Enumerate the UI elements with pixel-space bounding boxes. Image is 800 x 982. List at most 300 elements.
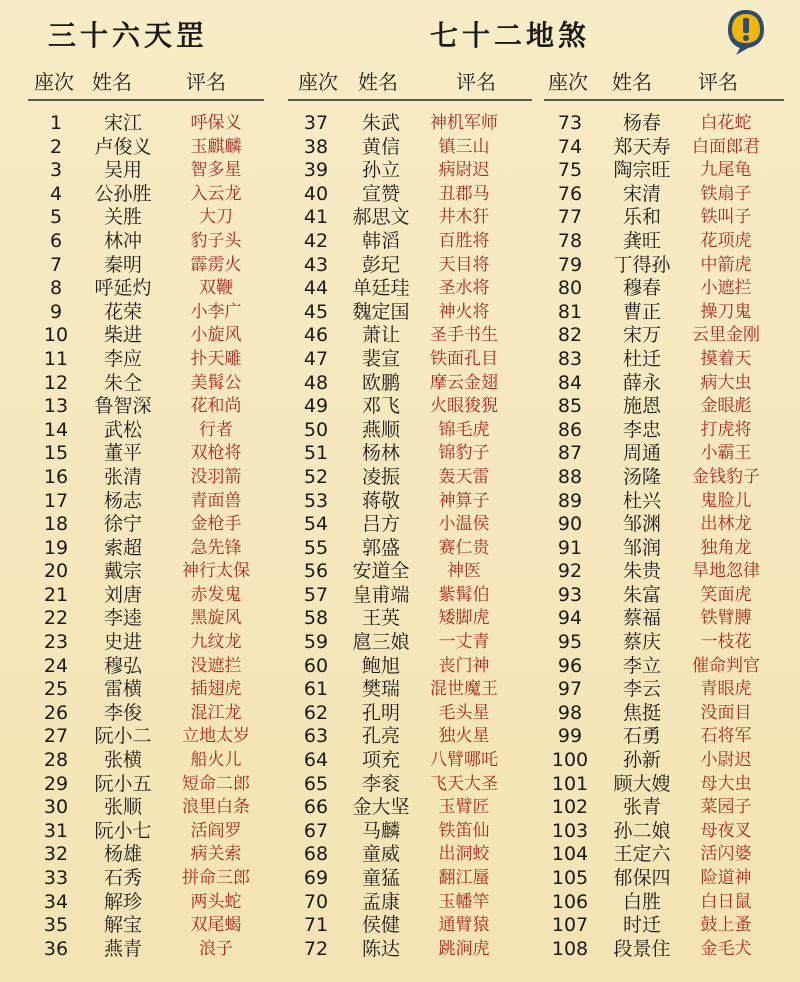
hero-nickname: 双尾蝎	[190, 915, 242, 936]
hero-nickname: 双鞭	[199, 278, 233, 299]
hero-name: 郝思文	[352, 206, 410, 229]
seat-number: 19	[43, 536, 69, 559]
column-header	[28, 62, 264, 100]
hero-name: 刘唐	[103, 583, 142, 606]
hero-nickname: 独火星	[438, 726, 490, 747]
hero-nickname: 白面郎君	[692, 136, 760, 157]
seat-number: 97	[557, 678, 583, 701]
table-row	[288, 159, 532, 183]
table-row	[28, 301, 264, 325]
hero-name: 凌振	[361, 465, 400, 488]
hero-name: 关胜	[103, 206, 142, 229]
hero-name: 项充	[361, 749, 400, 772]
hero-nickname: 险道神	[700, 868, 752, 888]
table-row	[28, 749, 264, 773]
hero-name: 朱仝	[103, 371, 142, 394]
seat-number: 92	[557, 560, 583, 583]
seat-number: 14	[43, 418, 69, 441]
hero-name: 解宝	[103, 914, 142, 937]
header-name: 姓名	[612, 70, 652, 94]
hero-nickname: 锦毛虎	[438, 419, 490, 440]
hero-nickname: 出林龙	[700, 514, 752, 535]
seat-number: 100	[551, 749, 589, 772]
table-row	[28, 112, 264, 136]
table-row	[28, 183, 264, 207]
hero-name: 周通	[622, 442, 661, 465]
hero-name: 公孙胜	[94, 182, 152, 205]
hero-name: 张横	[103, 749, 142, 772]
seat-number: 87	[557, 442, 583, 465]
table-row	[288, 773, 532, 797]
hero-nickname: 呼保义	[190, 113, 242, 133]
hero-nickname: 圣手书生	[430, 325, 498, 346]
hero-nickname: 天目将	[438, 254, 490, 275]
table-row	[544, 796, 784, 820]
hero-nickname: 金毛犬	[700, 938, 752, 959]
seat-number: 53	[303, 489, 329, 512]
column-tiangang	[28, 62, 264, 961]
hero-nickname: 打虎将	[700, 419, 752, 440]
hero-name: 王英	[361, 607, 400, 630]
hero-nickname: 翻江蜃	[438, 868, 490, 888]
seat-number: 65	[303, 772, 329, 795]
table-row	[288, 206, 532, 230]
hero-name: 朱武	[361, 112, 400, 134]
hero-nickname: 立地太岁	[182, 726, 250, 747]
hero-nickname: 美髯公	[190, 372, 242, 393]
seat-number: 5	[49, 206, 63, 229]
hero-name: 张清	[103, 465, 142, 488]
hero-name: 李云	[622, 678, 661, 701]
rows	[288, 112, 532, 961]
table-row	[544, 230, 784, 254]
hero-nickname: 锦豹子	[438, 443, 490, 464]
seat-number: 27	[43, 725, 69, 748]
hero-name: 孔明	[361, 701, 400, 724]
table-row	[544, 914, 784, 938]
table-row	[28, 159, 264, 183]
seat-number: 95	[557, 631, 583, 654]
table-row	[544, 584, 784, 608]
hero-nickname: 金枪手	[190, 514, 242, 535]
column-disha-1	[288, 62, 532, 961]
hero-nickname: 轰天雷	[438, 466, 490, 487]
column-header	[288, 62, 532, 100]
seat-number: 3	[49, 159, 63, 182]
table-row	[544, 183, 784, 207]
hero-nickname: 黑旋风	[190, 608, 242, 629]
seat-number: 20	[43, 560, 69, 583]
seat-number: 13	[43, 395, 69, 418]
hero-nickname: 神机军师	[430, 113, 498, 133]
hero-name: 孟康	[361, 890, 400, 913]
hero-nickname: 出洞蛟	[438, 844, 490, 865]
hero-nickname: 毛头星	[438, 702, 490, 723]
table-row	[288, 112, 532, 136]
seat-number: 58	[303, 607, 329, 630]
hero-name: 呼延灼	[94, 277, 152, 300]
seat-number: 74	[557, 135, 583, 158]
hero-nickname: 活闪婆	[700, 844, 752, 865]
hero-nickname: 紫髯伯	[438, 584, 490, 605]
table-row	[544, 513, 784, 537]
table-row	[544, 277, 784, 301]
seat-number: 81	[557, 300, 583, 323]
table-row	[288, 277, 532, 301]
hero-nickname: 通臂猿	[438, 915, 490, 936]
hero-name: 陶宗旺	[613, 159, 671, 182]
hero-name: 邹润	[622, 536, 661, 559]
hero-nickname: 扑天雕	[190, 348, 242, 369]
seat-number: 79	[557, 253, 583, 276]
table-row	[28, 419, 264, 443]
table-row	[28, 843, 264, 867]
table-row	[28, 796, 264, 820]
hero-nickname: 青面兽	[190, 490, 242, 511]
hero-name: 鲍旭	[361, 654, 400, 677]
hero-name: 乐和	[622, 206, 661, 229]
seat-number: 98	[557, 701, 583, 724]
hero-nickname: 旱地忽律	[692, 561, 760, 582]
hero-nickname: 母大虫	[700, 773, 752, 794]
seat-number: 70	[303, 890, 329, 913]
hero-nickname: 双枪将	[190, 443, 242, 464]
hero-name: 杨志	[103, 489, 142, 512]
hero-nickname: 神火将	[438, 301, 490, 322]
hero-nickname: 白日鼠	[700, 891, 752, 912]
table-row	[288, 348, 532, 372]
table-row	[544, 820, 784, 844]
table-row	[288, 702, 532, 726]
seat-number: 40	[303, 182, 329, 205]
hero-nickname: 白花蛇	[700, 113, 752, 133]
table-row	[544, 466, 784, 490]
hero-name: 杨雄	[103, 843, 142, 866]
hero-name: 石秀	[103, 867, 142, 889]
hero-nickname: 一枝花	[700, 632, 752, 653]
hero-nickname: 病尉迟	[438, 160, 490, 181]
hero-name: 彭玘	[361, 253, 400, 276]
table-row	[544, 395, 784, 419]
hero-nickname: 浪子	[199, 938, 233, 959]
hero-name: 武松	[103, 418, 142, 441]
table-row	[28, 206, 264, 230]
hero-nickname: 大刀	[199, 207, 233, 228]
seat-number: 11	[43, 347, 69, 370]
hero-name: 蔡福	[622, 607, 661, 630]
table-row	[28, 395, 264, 419]
hero-nickname: 铁臂膊	[700, 608, 752, 629]
hero-name: 皇甫端	[352, 583, 410, 606]
seat-number: 35	[43, 914, 69, 937]
table-row	[544, 301, 784, 325]
table-row	[544, 773, 784, 797]
seat-number: 24	[43, 654, 69, 677]
hero-nickname: 八臂哪吒	[430, 750, 498, 771]
hero-nickname: 摸着天	[700, 348, 752, 369]
seat-number: 82	[557, 324, 583, 347]
hero-nickname: 百胜将	[438, 230, 490, 251]
hero-nickname: 急先锋	[190, 537, 242, 558]
hero-name: 李衮	[361, 772, 400, 795]
hero-name: 宣赞	[361, 182, 400, 205]
hero-nickname: 病关索	[190, 844, 242, 865]
hero-nickname: 小尉迟	[700, 750, 752, 771]
seat-number: 107	[551, 914, 589, 937]
hero-nickname: 赛仁贵	[438, 537, 490, 558]
table-row	[544, 206, 784, 230]
hero-name: 林冲	[103, 229, 142, 252]
seat-number: 42	[303, 229, 329, 252]
table-row	[28, 655, 264, 679]
table-row	[544, 419, 784, 443]
table-row	[544, 702, 784, 726]
table-row	[28, 466, 264, 490]
hero-name: 马麟	[361, 819, 400, 842]
seat-number: 23	[43, 631, 69, 654]
seat-number: 2	[49, 135, 63, 158]
hero-nickname: 豹子头	[190, 230, 242, 251]
table-row	[288, 607, 532, 631]
table-row	[288, 372, 532, 396]
hero-nickname: 玉幡竿	[438, 891, 490, 912]
seat-number: 73	[557, 112, 583, 134]
seat-number: 108	[551, 937, 589, 960]
hero-name: 阮小五	[94, 772, 152, 795]
hero-name: 欧鹏	[361, 371, 400, 394]
hero-nickname: 两头蛇	[190, 891, 242, 912]
hero-name: 时迁	[622, 914, 661, 937]
hero-nickname: 摩云金翅	[430, 372, 498, 393]
hero-name: 宋万	[622, 324, 661, 347]
hero-nickname: 火眼狻猊	[430, 396, 498, 417]
hero-nickname: 小李广	[190, 301, 242, 322]
hero-name: 杜兴	[622, 489, 661, 512]
hero-name: 解珍	[103, 890, 142, 913]
table-row	[288, 655, 532, 679]
table-row	[544, 560, 784, 584]
hero-name: 穆弘	[103, 654, 142, 677]
hero-nickname: 神算子	[438, 490, 490, 511]
hero-nickname: 入云龙	[190, 183, 242, 204]
hero-name: 戴宗	[103, 560, 142, 583]
seat-number: 39	[303, 159, 329, 182]
table-row	[288, 254, 532, 278]
column-header	[544, 62, 784, 100]
hero-name: 宋清	[622, 182, 661, 205]
table-row	[28, 725, 264, 749]
hero-name: 童猛	[361, 867, 400, 889]
hero-name: 韩滔	[361, 229, 400, 252]
table-row	[288, 230, 532, 254]
seat-number: 36	[43, 937, 69, 960]
hero-nickname: 赤发鬼	[190, 584, 242, 605]
seat-number: 4	[49, 182, 63, 205]
hero-nickname: 拼命三郎	[182, 868, 250, 888]
seat-number: 84	[557, 371, 583, 394]
hero-name: 萧让	[361, 324, 400, 347]
hero-nickname: 玉麒麟	[190, 136, 242, 157]
table-row	[288, 301, 532, 325]
seat-number: 26	[43, 701, 69, 724]
seat-number: 6	[49, 229, 63, 252]
hero-name: 吕方	[361, 513, 400, 536]
table-row	[28, 773, 264, 797]
seat-number: 30	[43, 796, 69, 819]
table-row	[288, 749, 532, 773]
seat-number: 50	[303, 418, 329, 441]
table-row	[288, 442, 532, 466]
seat-number: 85	[557, 395, 583, 418]
seat-number: 83	[557, 347, 583, 370]
seat-number: 47	[303, 347, 329, 370]
seat-number: 64	[303, 749, 329, 772]
seat-number: 7	[49, 253, 63, 276]
table-row	[28, 891, 264, 915]
hero-name: 龚旺	[622, 229, 661, 252]
hero-name: 孙新	[622, 749, 661, 772]
seat-number: 43	[303, 253, 329, 276]
seat-number: 54	[303, 513, 329, 536]
hero-name: 卢俊义	[94, 135, 152, 158]
table-row	[288, 324, 532, 348]
table-row	[544, 372, 784, 396]
seat-number: 28	[43, 749, 69, 772]
hero-name: 曹正	[622, 300, 661, 323]
hero-nickname: 母夜叉	[700, 820, 752, 841]
hero-name: 杜迁	[622, 347, 661, 370]
table-row	[288, 843, 532, 867]
seat-number: 77	[557, 206, 583, 229]
table-row	[28, 254, 264, 278]
hero-name: 单廷珪	[352, 277, 410, 300]
seat-number: 68	[303, 843, 329, 866]
seat-number: 25	[43, 678, 69, 701]
table-row	[544, 442, 784, 466]
hero-nickname: 混江龙	[190, 702, 242, 723]
table-row	[544, 655, 784, 679]
hero-nickname: 云里金刚	[692, 325, 760, 346]
hero-name: 安道全	[352, 560, 410, 583]
table-row	[544, 348, 784, 372]
seat-number: 99	[557, 725, 583, 748]
hero-name: 秦明	[103, 253, 142, 276]
hero-name: 汤隆	[622, 465, 661, 488]
seat-number: 94	[557, 607, 583, 630]
hero-nickname: 金钱豹子	[692, 466, 760, 487]
table-row	[28, 537, 264, 561]
table-row	[28, 230, 264, 254]
header-seat: 座次	[298, 70, 338, 94]
seat-number: 59	[303, 631, 329, 654]
hero-nickname: 没遮拦	[190, 655, 242, 676]
seat-number: 71	[303, 914, 329, 937]
hero-nickname: 铁扇子	[700, 183, 752, 204]
seat-number: 66	[303, 796, 329, 819]
seat-number: 56	[303, 560, 329, 583]
hero-nickname: 铁叫子	[700, 207, 752, 228]
table-row	[544, 843, 784, 867]
hero-nickname: 玉臂匠	[438, 797, 490, 818]
hero-name: 雷横	[103, 678, 142, 701]
table-row	[28, 938, 264, 962]
seat-number: 18	[43, 513, 69, 536]
hero-nickname: 神行太保	[182, 561, 250, 582]
seat-number: 90	[557, 513, 583, 536]
table-row	[288, 537, 532, 561]
hero-name: 朱富	[622, 583, 661, 606]
hero-nickname: 铁面孔目	[430, 348, 498, 369]
hero-name: 孙立	[361, 159, 400, 182]
table-row	[288, 584, 532, 608]
hero-name: 白胜	[622, 890, 661, 913]
seat-number: 106	[551, 890, 589, 913]
hero-nickname: 飞天大圣	[430, 773, 498, 794]
table-row	[544, 725, 784, 749]
column-disha-2	[544, 62, 784, 961]
seat-number: 57	[303, 583, 329, 606]
hero-nickname: 金眼彪	[700, 396, 752, 417]
hero-name: 石勇	[622, 725, 661, 748]
table-row	[544, 631, 784, 655]
hero-name: 李立	[622, 654, 661, 677]
hero-nickname: 没面目	[700, 702, 752, 723]
hero-name: 李俊	[103, 701, 142, 724]
table-row	[28, 914, 264, 938]
hero-name: 童威	[361, 843, 400, 866]
hero-name: 段景住	[613, 937, 671, 960]
hero-name: 顾大嫂	[613, 772, 671, 795]
hero-name: 陈达	[361, 937, 400, 960]
table-row	[28, 277, 264, 301]
seat-number: 1	[49, 112, 63, 134]
hero-name: 徐宁	[103, 513, 142, 536]
header-seat: 座次	[548, 70, 588, 94]
table-row	[288, 914, 532, 938]
seat-number: 33	[43, 867, 69, 889]
header-name: 姓名	[358, 70, 398, 94]
seat-number: 52	[303, 465, 329, 488]
header-nickname: 评名	[456, 70, 496, 94]
table-row	[28, 607, 264, 631]
seat-number: 51	[303, 442, 329, 465]
table-row	[288, 678, 532, 702]
header-nickname: 评名	[698, 70, 738, 94]
table-row	[28, 584, 264, 608]
table-row	[288, 796, 532, 820]
table-row	[544, 537, 784, 561]
table-row	[28, 490, 264, 514]
hero-name: 杨春	[622, 112, 661, 134]
hero-name: 蔡庆	[622, 631, 661, 654]
hero-nickname: 矮脚虎	[438, 608, 490, 629]
header-nickname: 评名	[186, 70, 226, 94]
hero-name: 金大坚	[352, 796, 410, 819]
seat-number: 15	[43, 442, 69, 465]
seat-number: 102	[551, 796, 589, 819]
table-row	[288, 938, 532, 962]
table-row	[288, 136, 532, 160]
seat-number: 44	[303, 277, 329, 300]
hero-nickname: 短命二郎	[182, 773, 250, 794]
hero-nickname: 一丈青	[438, 632, 490, 653]
hero-name: 董平	[103, 442, 142, 465]
seat-number: 101	[551, 772, 589, 795]
hero-name: 施恩	[622, 395, 661, 418]
hero-nickname: 井木犴	[438, 207, 490, 228]
hero-name: 燕顺	[361, 418, 400, 441]
hero-nickname: 小温侯	[438, 514, 490, 535]
